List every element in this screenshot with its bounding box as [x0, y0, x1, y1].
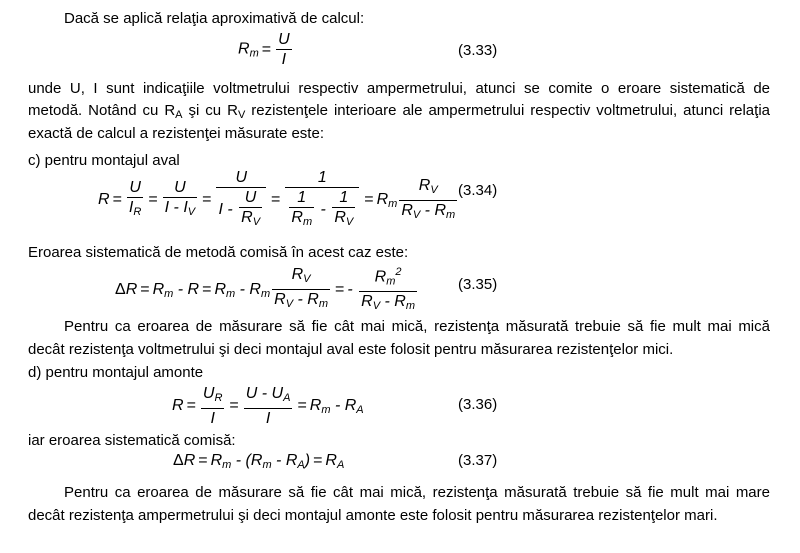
equation-number-3-33: (3.33): [458, 42, 498, 59]
subscript: V: [237, 109, 246, 121]
equation-number-3-37: (3.37): [458, 452, 498, 469]
paragraph-line: decât rezistenţa ampermetrului şi deci montajul amonte este folosit pentru măsurarea rezistenţelor mari.: [28, 507, 718, 524]
eroare-intro: Eroarea sistematică de metodă comisă în acest caz este:: [28, 244, 409, 261]
paragraph-line: Pentru ca eroarea de măsurare să fie cât mai mică, rezistenţa măsurată trebuie să fie mult mai mică: [64, 318, 770, 335]
equation-number-3-35: (3.35): [458, 276, 498, 293]
text-fragment: rezistenţele interioare ale ampermetrului respectiv voltmetrului, atunci relaţia: [245, 102, 770, 119]
equation-3-36: R = $\frac{U_R}{I}$ = $\frac{U - U_A}{I}$ = $R_m - R_A$: [172, 385, 364, 427]
equation-3-33: $R_m$ = $\frac{U}{I}$: [238, 31, 290, 68]
text-fragment: metodă. Notând cu R: [28, 102, 176, 119]
equation-number-3-34: (3.34): [458, 182, 498, 199]
paragraph-line: Pentru ca eroarea de măsurare să fie cât mai mică, rezistenţa măsurată trebuie să fie mult mai mare: [64, 484, 770, 501]
equation-number-3-36: (3.36): [458, 396, 498, 413]
paragraph-line: exactă de calcul a rezistenţei măsurate este:: [28, 125, 324, 142]
equation-3-35: $\Delta R = R_m - R = R_m - R_m$ $\frac{R_V}{R_V - R_m}$ = - $\frac{R_m^2}{R_V - R_m}$: [115, 263, 419, 316]
item-d-heading: d) pentru montajul amonte: [28, 364, 204, 381]
equation-3-37: $\Delta R = R_m - (R_m - R_A) = R_A$: [173, 452, 345, 471]
item-c-heading: c) pentru montajul aval: [28, 152, 180, 169]
intro-text: Dacă se aplică relaţia aproximativă de calcul:: [64, 10, 365, 27]
paragraph-line: unde U, I sunt indicaţiile voltmetrului respectiv ampermetrului, atunci se comite o eroare sistematică de: [28, 80, 770, 97]
iar-eroarea-text: iar eroarea sistematică comisă:: [28, 432, 236, 449]
paragraph-line: decât rezistenţa voltmetrului şi deci montajul aval este folosit pentru măsurarea rezistenţelor mici.: [28, 341, 674, 358]
equation-3-34: R = $\frac{U}{I_R}$ = $\frac{U}{I - I_V}$ = U I - $\frac{U}{R_V}$ = 1 $\frac{1}{R_m}$ - $\frac{1}{R_V}$ = $R_m$ $\frac{R_V}{R_V - R_m}$: [98, 169, 456, 228]
text-fragment: şi cu R: [182, 102, 238, 119]
subscript: A: [175, 109, 183, 121]
